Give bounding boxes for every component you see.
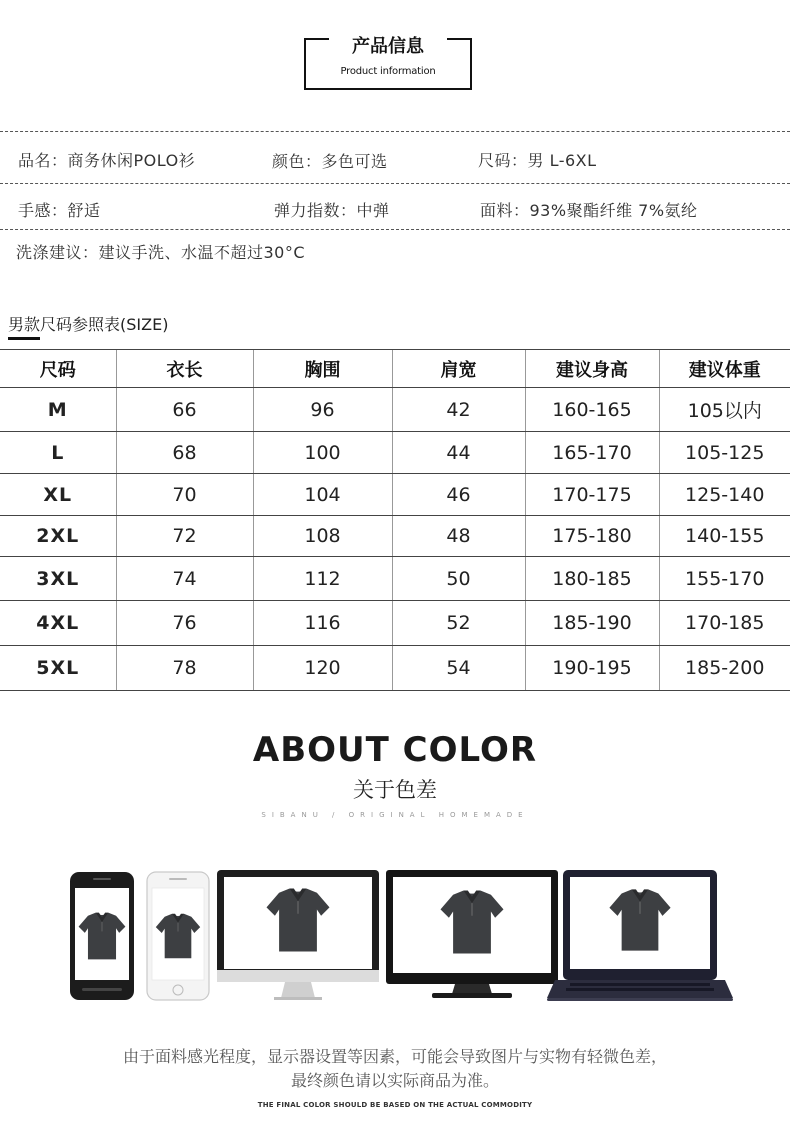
divider bbox=[0, 183, 790, 184]
table-cell: 170-185 bbox=[659, 601, 790, 646]
header-cell: 建议体重 bbox=[659, 350, 790, 388]
table-cell: 68 bbox=[116, 432, 253, 474]
size-table-header-row bbox=[0, 350, 790, 388]
info-name: 品名：商务休闲POLO衫 bbox=[18, 151, 196, 170]
header-border-bottom bbox=[304, 88, 472, 90]
size-title-underline bbox=[8, 337, 40, 340]
table-cell: 52 bbox=[392, 601, 525, 646]
section-header bbox=[304, 38, 472, 90]
table-row bbox=[0, 474, 790, 516]
table-cell: 5XL bbox=[0, 646, 116, 691]
table-cell: 105以内 bbox=[659, 388, 790, 432]
table-cell: 185-200 bbox=[659, 646, 790, 691]
table-cell: 76 bbox=[116, 601, 253, 646]
info-color: 颜色：多色可选 bbox=[272, 152, 388, 171]
table-cell: 170-175 bbox=[525, 474, 659, 516]
header-title-cn: 产品信息 bbox=[352, 36, 424, 57]
table-cell: 125-140 bbox=[659, 474, 790, 516]
laptop-icon bbox=[547, 870, 733, 1001]
table-row bbox=[0, 516, 790, 557]
table-cell: 104 bbox=[253, 474, 392, 516]
table-cell: 70 bbox=[116, 474, 253, 516]
header-cell: 胸围 bbox=[253, 350, 392, 388]
color-note-line1: 由于面料感光程度，显示器设置等因素，可能会导致图片与实物有轻微色差， bbox=[122, 1047, 667, 1066]
table-cell: 190-195 bbox=[525, 646, 659, 691]
table-row bbox=[0, 557, 790, 601]
table-cell: 44 bbox=[392, 432, 525, 474]
table-row bbox=[0, 646, 790, 691]
table-cell: 2XL bbox=[0, 516, 116, 557]
table-cell: 160-165 bbox=[525, 388, 659, 432]
color-note-line2: 最终颜色请以实际商品为准。 bbox=[290, 1071, 499, 1090]
table-cell: 78 bbox=[116, 646, 253, 691]
table-cell: 140-155 bbox=[659, 516, 790, 557]
table-cell: 74 bbox=[116, 557, 253, 601]
black-phone-icon bbox=[70, 872, 134, 1000]
table-cell: 120 bbox=[253, 646, 392, 691]
table-row bbox=[0, 432, 790, 474]
table-cell: 112 bbox=[253, 557, 392, 601]
table-cell: 46 bbox=[392, 474, 525, 516]
header-title-en: Product information bbox=[340, 66, 436, 77]
info-wash: 洗涤建议：建议手洗、水温不超过30°C bbox=[16, 243, 306, 262]
header-cell: 肩宽 bbox=[392, 350, 525, 388]
table-cell: 100 bbox=[253, 432, 392, 474]
table-cell: 155-170 bbox=[659, 557, 790, 601]
table-row bbox=[0, 601, 790, 646]
size-table bbox=[0, 349, 790, 691]
color-note-en: THE FINAL COLOR SHOULD BE BASED ON THE ACTUAL COMMODITY bbox=[257, 1101, 533, 1109]
table-cell: 48 bbox=[392, 516, 525, 557]
size-table-title: 男款尺码参照表(SIZE) bbox=[8, 315, 169, 334]
table-cell: 42 bbox=[392, 388, 525, 432]
divider bbox=[0, 229, 790, 230]
header-cell: 建议身高 bbox=[525, 350, 659, 388]
divider bbox=[0, 131, 790, 132]
table-cell: 175-180 bbox=[525, 516, 659, 557]
table-cell: 66 bbox=[116, 388, 253, 432]
table-cell: 3XL bbox=[0, 557, 116, 601]
info-elasticity: 弹力指数：中弹 bbox=[274, 201, 390, 220]
table-cell: 185-190 bbox=[525, 601, 659, 646]
table-cell: 4XL bbox=[0, 601, 116, 646]
table-row bbox=[0, 388, 790, 432]
header-cell: 衣长 bbox=[116, 350, 253, 388]
table-cell: L bbox=[0, 432, 116, 474]
header-cell: 尺码 bbox=[0, 350, 116, 388]
table-cell: 108 bbox=[253, 516, 392, 557]
imac-monitor-icon bbox=[217, 870, 379, 1000]
black-monitor-icon bbox=[386, 870, 558, 998]
table-cell: 50 bbox=[392, 557, 525, 601]
table-cell: M bbox=[0, 388, 116, 432]
info-size: 尺码：男 L-6XL bbox=[478, 151, 597, 170]
table-cell: 105-125 bbox=[659, 432, 790, 474]
info-feel: 手感：舒适 bbox=[18, 201, 101, 220]
table-cell: 165-170 bbox=[525, 432, 659, 474]
about-color-title: ABOUT COLOR bbox=[252, 730, 538, 770]
white-phone-icon bbox=[147, 872, 209, 1000]
about-color-subtitle: 关于色差 bbox=[353, 778, 437, 802]
table-cell: XL bbox=[0, 474, 116, 516]
table-cell: 180-185 bbox=[525, 557, 659, 601]
devices-illustration bbox=[0, 860, 790, 1010]
info-fabric: 面料：93%聚酯纤维 7%氨纶 bbox=[480, 201, 698, 220]
table-cell: 96 bbox=[253, 388, 392, 432]
table-cell: 54 bbox=[392, 646, 525, 691]
brand-tagline: SIBANU / ORIGINAL HOMEMADE bbox=[261, 811, 529, 819]
table-cell: 116 bbox=[253, 601, 392, 646]
table-cell: 72 bbox=[116, 516, 253, 557]
